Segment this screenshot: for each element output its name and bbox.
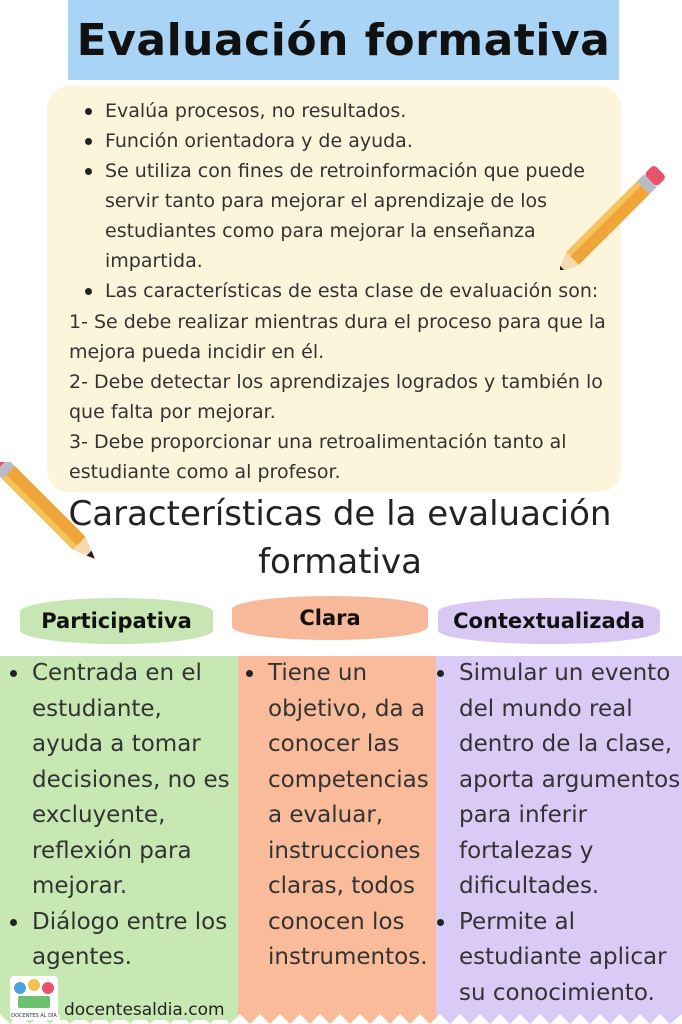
list-item: Diálogo entre los agentes. [32,905,238,976]
site-name: docentesaldia.com [60,1000,229,1020]
intro-bullet: Evalúa procesos, no resultados. [105,96,615,126]
list-item: Centrada en el estudiante, ayuda a tomar decisiones, no es excluyente, reflexión para mejorar. [32,656,238,905]
intro-step: 2- Debe detectar los aprendizajes logrados y también lo que falta por mejorar. [69,371,603,423]
column-participativa [0,656,238,1024]
tag-clara: Clara [232,596,428,640]
intro-step: 1- Se debe realizar mientras dura el proceso para que la mejora pueda incidir en él. [69,311,606,363]
tag-participativa: Participativa [20,598,213,644]
intro-bullet: Función orientadora y de ayuda. [105,126,615,156]
page-title: Evaluación formativa [76,14,611,66]
intro-step: 3- Debe proporcionar una retroalimentación tanto al estudiante como al profesor. [69,431,567,483]
intro-bullet: Las características de esta clase de evaluación son: [105,276,615,306]
list-item: Tiene un objetivo, da a conocer las competencias a evaluar, instrucciones claras, todos conocen los instrumentos. [268,656,434,976]
column-contextualizada [436,656,682,1024]
title-banner [68,0,619,80]
intro-bullet-list [105,96,615,306]
docentes-logo [10,976,58,1020]
list-item: Permite al estudiante aplicar su conocimiento. [459,905,681,1012]
pencil-icon [560,148,682,270]
logo-label: DOCENTES AL DÍA [11,1013,57,1019]
intro-box [47,86,621,492]
intro-bullet: Se utiliza con fines de retroinformación que puede servir tanto para mejorar el aprendizaje de los estudiantes como para mejorar la enseñanza impartida. [105,156,615,276]
intro-steps [69,307,614,487]
list-item: Simular un evento del mundo real dentro de la clase, aporta argumentos para inferir fortalezas y dificultades. [459,656,681,905]
column-clara [238,656,436,1024]
section-title: Características de la evaluación formativa [68,494,612,582]
tag-contextualizada: Contextualizada [438,598,660,644]
